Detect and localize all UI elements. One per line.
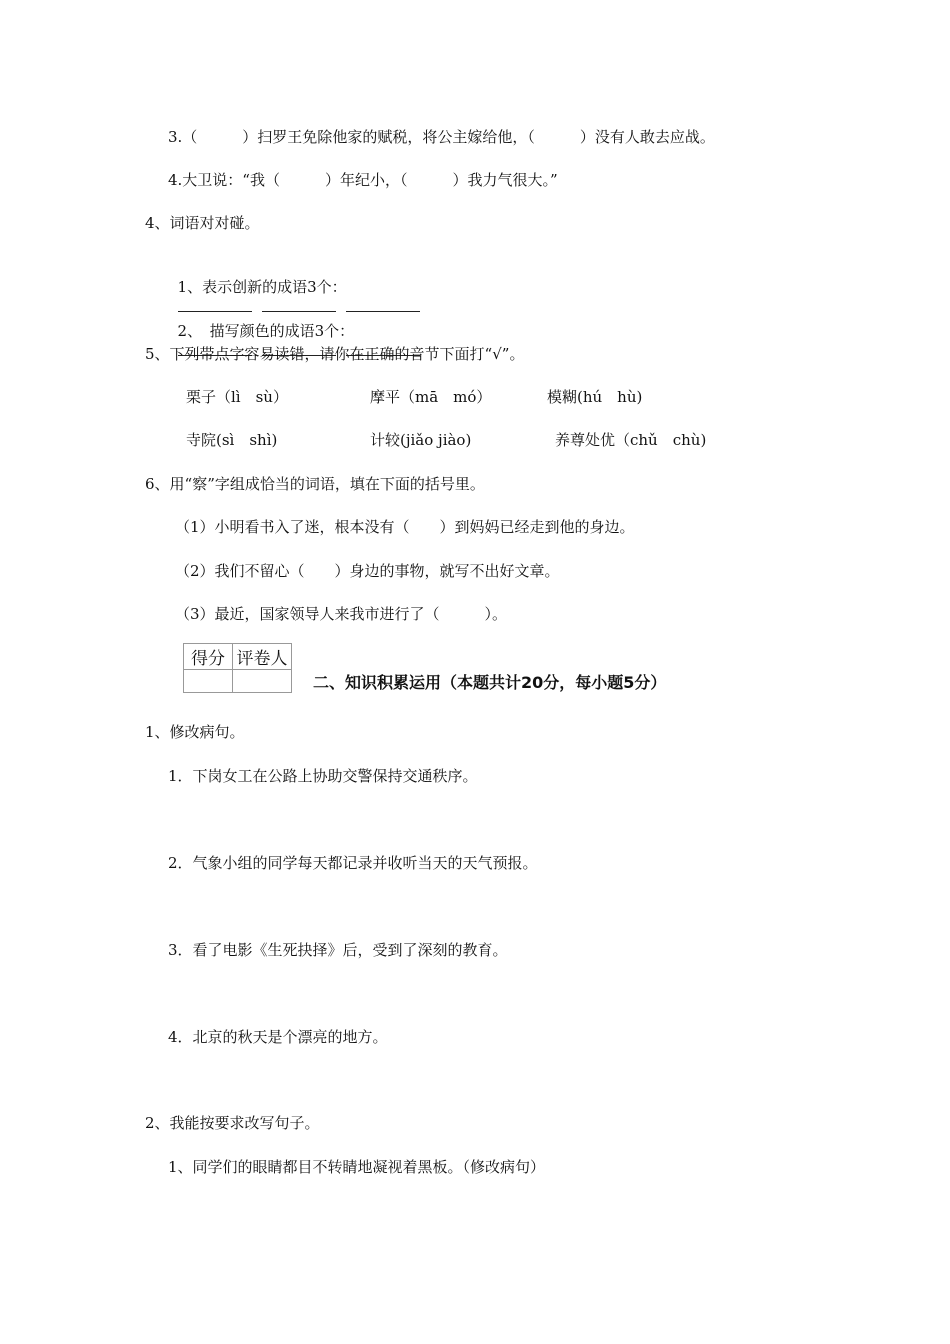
grader-cell[interactable] [233, 670, 292, 693]
pinyin-option: 摩平（mā mó） [370, 388, 492, 406]
pinyin-option: 模糊(hú hù) [547, 388, 643, 406]
section-2-question-2-title: 2、我能按要求改写句子。 [145, 1114, 320, 1132]
question-3-item-3: 3.（ ）扫罗王免除他家的赋税，将公主嫁给他，（ ）没有人敢去应战。 [168, 128, 715, 146]
question-6-item-2: （2）我们不留心（ ）身边的事物，就写不出好文章。 [175, 562, 560, 580]
sentence-item: 1．下岗女工在公路上协助交警保持交通秩序。 [168, 767, 478, 785]
question-5-title: 5、下列带点字容易读错，请你在正确的音节下面打“√”。 [145, 345, 525, 363]
sentence-item: 3．看了电影《生死抉择》后，受到了深刻的教育。 [168, 941, 508, 959]
pinyin-option: 计较(jiǎo jiào) [370, 431, 472, 449]
score-header: 得分 [184, 644, 233, 670]
rewrite-item-1: 1、同学们的眼睛都目不转睛地凝视着黑板。（修改病句） [168, 1158, 546, 1176]
pinyin-option: 栗子（lì sù） [186, 388, 288, 406]
pinyin-option: 寺院(sì shì) [186, 431, 278, 449]
sentence-item: 4．北京的秋天是个漂亮的地方。 [168, 1028, 388, 1046]
pinyin-option: 养尊处优（chǔ chù) [555, 431, 707, 449]
question-6-item-3: （3）最近，国家领导人来我市进行了（ ）。 [175, 605, 508, 623]
score-cell[interactable] [184, 670, 233, 693]
section-2-title: 二、知识积累运用（本题共计20分，每小题5分） [313, 673, 667, 692]
section-2-question-1-title: 1、修改病句。 [145, 723, 245, 741]
question-4-item-1-text: 1、表示创新的成语3个： [177, 278, 347, 296]
grader-header: 评卷人 [233, 644, 292, 670]
question-4-title: 4、词语对对碰。 [145, 214, 260, 232]
question-4-item-2-text: 2、 描写颜色的成语3个： [177, 322, 355, 340]
sentence-item: 2．气象小组的同学每天都记录并收听当天的天气预报。 [168, 854, 538, 872]
question-3-item-4: 4.大卫说：“我（ ）年纪小，（ ）我力气很大。” [168, 171, 558, 189]
score-box [183, 643, 292, 693]
question-6-item-1: （1）小明看书入了迷，根本没有（ ）到妈妈已经走到他的身边。 [175, 518, 635, 536]
question-6-title: 6、用“察”字组成恰当的词语，填在下面的括号里。 [145, 475, 485, 493]
